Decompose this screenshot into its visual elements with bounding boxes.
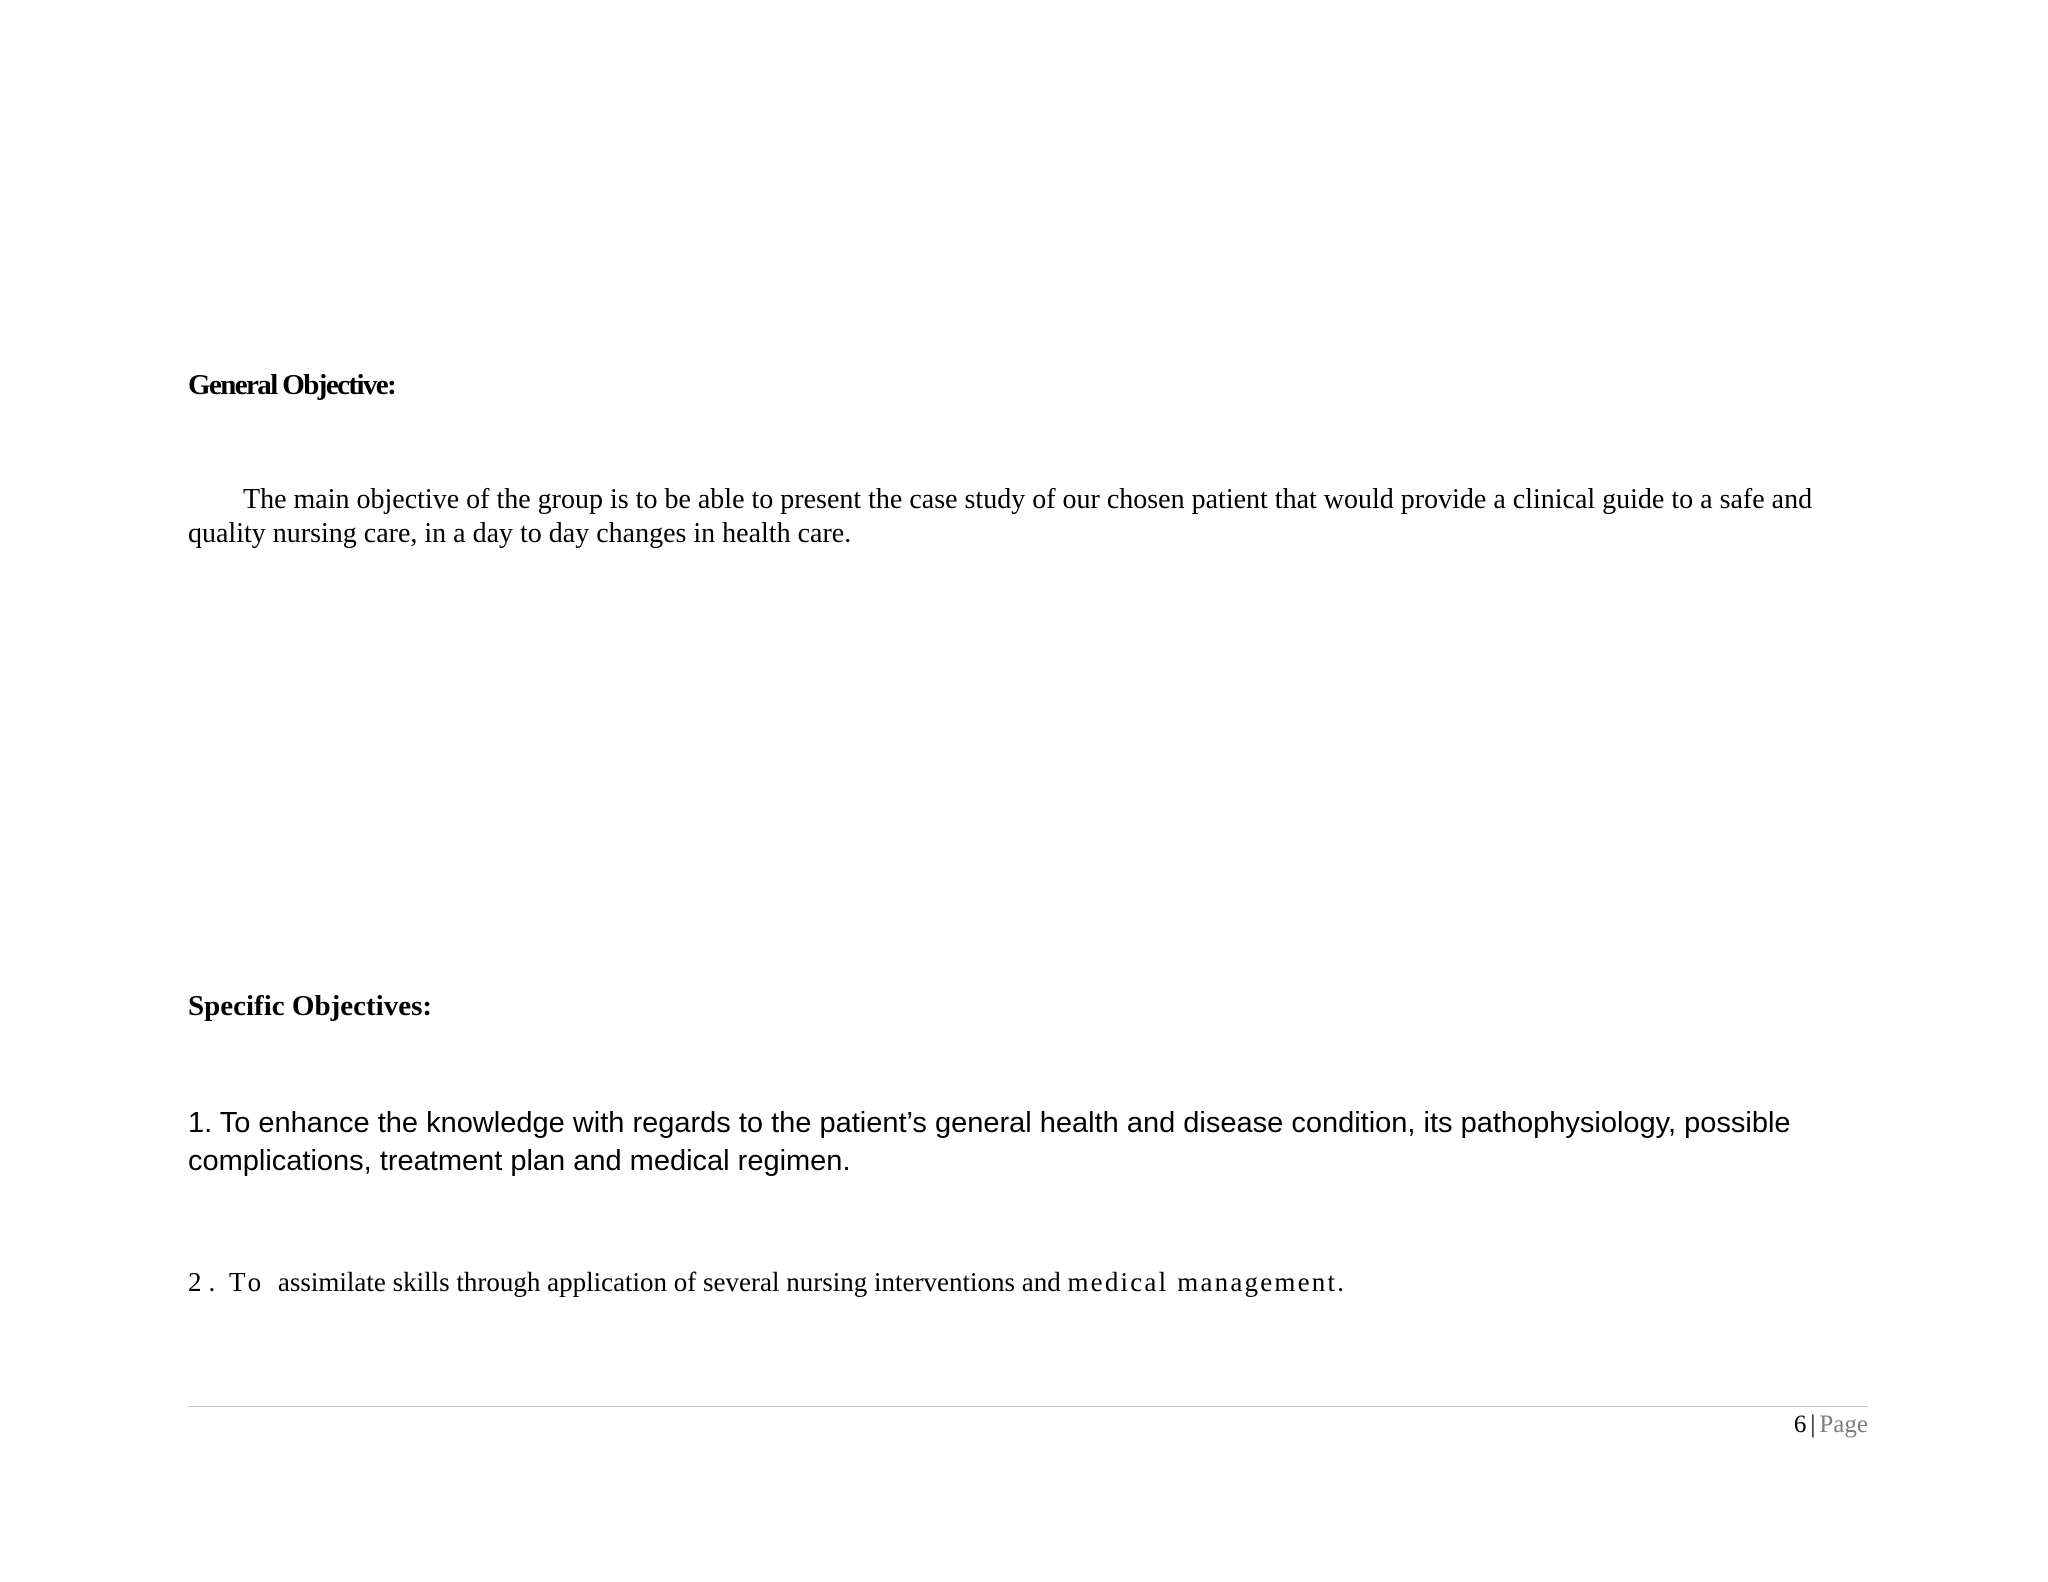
general-objective-text: The main objective of the group is to be able to present the case study of our chosen patient that would provide a clinical guide to a safe and quality nursing care, in a day to day changes in health care. (188, 484, 1813, 549)
objective-2-middle: assimilate skills through application of several nursing interventions and (277, 1267, 1061, 1297)
objective-2-tail: medical management. (1067, 1267, 1347, 1297)
specific-objectives-heading: Specific Objectives: (188, 990, 433, 1022)
general-objective-heading: General Objective: (188, 369, 396, 401)
specific-objective-2 (188, 1265, 1888, 1299)
page-footer (1794, 1410, 1868, 1440)
page-separator: | (1810, 1411, 1816, 1438)
objective-2-number: 2. (188, 1267, 223, 1297)
objective-2-to: To (229, 1267, 266, 1297)
footer-divider (188, 1406, 1868, 1407)
page-number: 6 (1793, 1411, 1807, 1438)
page-label: Page (1819, 1411, 1868, 1438)
specific-objective-1: 1. To enhance the knowledge with regards to the patient’s general health and disease condition, its pathophysiology, possible complications, treatment plan and medical regimen. (188, 1107, 1791, 1177)
